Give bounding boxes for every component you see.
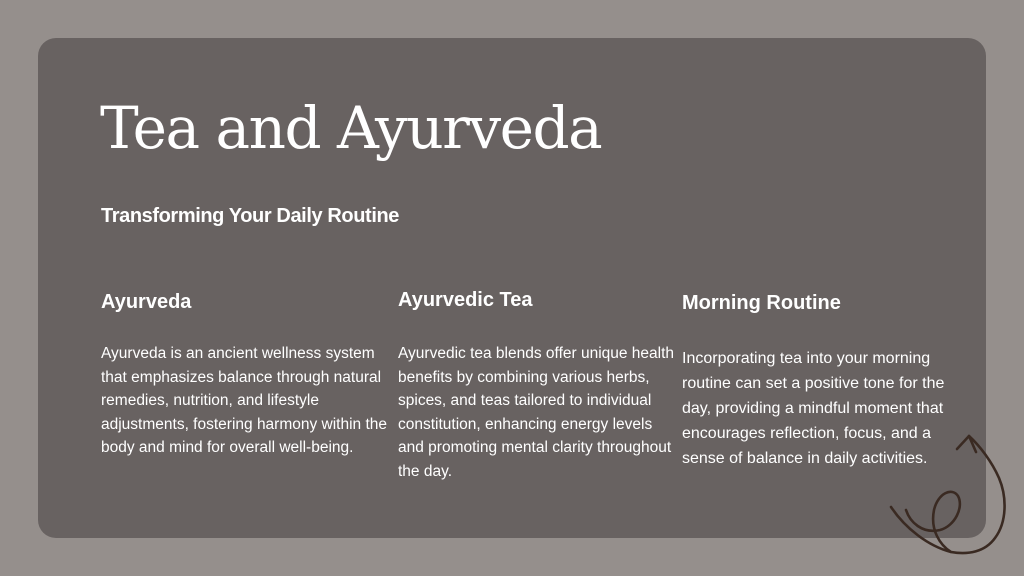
column-heading-ayurvedic-tea: Ayurvedic Tea — [398, 289, 533, 311]
column-body-morning-routine: Incorporating tea into your morning routine can set a positive tone for the day, providing a mindful moment that encourages reflection, focus, and a sense of balance in daily activities. — [682, 350, 945, 467]
column-heading-ayurveda: Ayurveda — [101, 291, 192, 313]
column-body-ayurvedic-tea: Ayurvedic tea blends offer unique health benefits by combining various herbs, spices, and teas tailored to individual constitution, enhancing energy levels and promoting mental clarity throughout the day. — [398, 345, 675, 480]
slide-subtitle: Transforming Your Daily Routine — [101, 205, 400, 227]
swirl-arrow-icon — [880, 420, 1020, 570]
slide-title: Tea and Ayurveda — [100, 94, 602, 162]
column-heading-morning-routine: Morning Routine — [682, 292, 841, 314]
column-body-ayurveda: Ayurveda is an ancient wellness system that emphasizes balance through natural remedies, nutrition, and lifestyle adjustments, fostering harmony within the body and mind for overall well-being. — [101, 345, 388, 457]
